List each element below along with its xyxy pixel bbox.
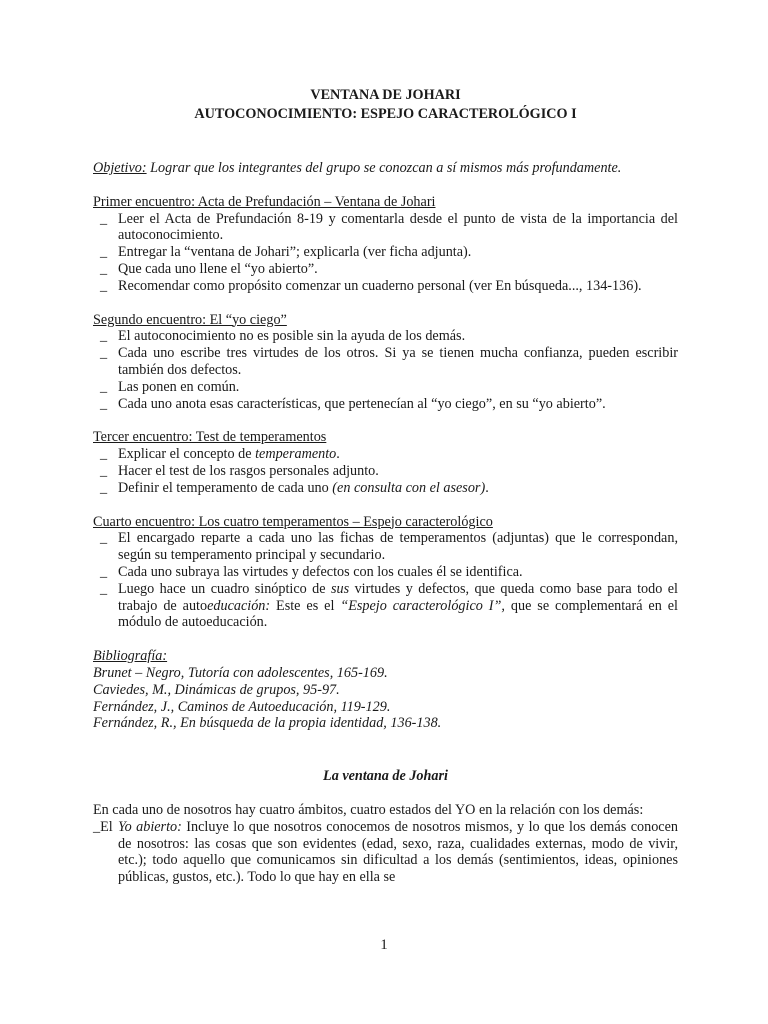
emphasis-text: “Espejo caracterológico I”, — [340, 597, 505, 614]
bibliography-entry: Fernández, R., En búsqueda de la propia identidad, 136-138. — [93, 715, 442, 732]
item-text: . — [336, 446, 340, 463]
encounter-heading: Primer encuentro: Acta de Prefundación – Ventana de Johari — [93, 193, 436, 210]
document-title: VENTANA DE JOHARI — [310, 87, 461, 103]
emphasis-text: sus — [331, 580, 350, 597]
item-text: Cada uno subraya las virtudes y defectos con los cuales él se identifica. — [118, 563, 523, 580]
bullet-marker: _ — [100, 462, 108, 479]
johari-definition — [93, 819, 678, 886]
emphasis-text: temperamento — [255, 446, 337, 463]
document-page — [93, 86, 678, 886]
johari-intro: En cada uno de nosotros hay cuatro ámbitos, cuatro estados del YO en la relación con los demás: — [93, 801, 644, 818]
objective-label: Objetivo: — [93, 160, 147, 176]
item-text: El encargado reparte a cada uno las fichas de temperamentos (adjuntas) que le correspondan, según su temperamento principal y secundario. — [118, 530, 678, 564]
list-item — [93, 480, 678, 497]
item-text: Este es el — [270, 597, 341, 614]
emphasis-text: educación: — [207, 597, 271, 614]
encounter-section — [93, 514, 678, 632]
bullet-marker: _ — [100, 479, 108, 496]
bibliography-entry: Caviedes, M., Dinámicas de grupos, 95-97. — [93, 681, 340, 698]
emphasis-text: (en consulta con el asesor) — [332, 479, 486, 496]
list-item — [93, 581, 678, 631]
list-item — [93, 379, 678, 396]
item-text: Que cada uno llene el “yo abierto”. — [118, 260, 318, 277]
encounter-section — [93, 194, 678, 295]
list-item — [93, 328, 678, 345]
definition-term: Yo abierto: — [118, 818, 182, 835]
bullet-marker: _ — [100, 277, 108, 294]
bullet-marker: _ — [100, 530, 108, 547]
item-text: virtudes y defectos, que queda como base para todo el trabajo de auto — [118, 580, 678, 614]
item-text: Recomendar como propósito comenzar un cuaderno personal (ver En búsqueda..., 134-136). — [118, 277, 642, 294]
bullet-marker: _ — [100, 580, 108, 597]
bullet-marker: _ — [100, 378, 108, 395]
bullet-marker: _ — [100, 260, 108, 277]
definition-text: Incluye lo que nosotros conocemos de nosotros mismos, y lo que los demás conocen de nosotros: las cosas que son evidentes (edad, sexo, raza, cualidades externas, modo de vivir, etc.); todo aquello que comunicamos sin dificultad a los demás (sentimientos, ideas, opiniones públicas, gustos, etc.). Todo lo que hay en ella se — [118, 818, 678, 886]
bullet-marker: _ — [100, 244, 108, 261]
list-item — [93, 564, 678, 581]
item-text: Entregar la “ventana de Johari”; explicarla (ver ficha adjunta). — [118, 244, 472, 261]
list-item — [93, 261, 678, 278]
item-text: Luego hace un cuadro sinóptico de — [118, 580, 331, 597]
encounter-heading: Tercer encuentro: Test de temperamentos — [93, 429, 327, 446]
item-text: Leer el Acta de Prefundación 8-19 y comentarla desde el punto de vista de la importancia del autoconocimiento. — [118, 210, 678, 244]
page-number: 1 — [380, 937, 388, 953]
bibliography-label: Bibliografía: — [93, 648, 168, 665]
item-text: Las ponen en común. — [118, 378, 240, 395]
document-subtitle: AUTOCONOCIMIENTO: ESPEJO CARACTEROLÓGICO I — [194, 106, 577, 122]
item-text: que se complementará en el módulo de autoeducación. — [118, 597, 678, 631]
bibliography-list — [93, 665, 678, 732]
encounter-section — [93, 312, 678, 413]
encounters — [93, 194, 678, 631]
list-item — [93, 244, 678, 261]
item-text: Cada uno anota esas características, que pertenecían al “yo ciego”, en su “yo abierto”. — [118, 395, 606, 412]
bullet-marker: _ — [100, 563, 108, 580]
bibliography-entry: Fernández, J., Caminos de Autoeducación, 119-129. — [93, 698, 391, 715]
item-text: Definir el temperamento de cada uno — [118, 479, 333, 496]
objective-text: Lograr que los integrantes del grupo se conozcan a sí mismos más profundamente. — [146, 160, 622, 176]
item-text: El autoconocimiento no es posible sin la ayuda de los demás. — [118, 328, 466, 345]
item-text: Hacer el test de los rasgos personales adjunto. — [118, 462, 379, 479]
bibliography — [93, 648, 678, 732]
bibliography-entry: Brunet – Negro, Tutoría con adolescentes, 165-169. — [93, 664, 388, 681]
list-item — [93, 530, 678, 564]
encounter-section — [93, 429, 678, 496]
list-item — [93, 211, 678, 245]
item-text: Explicar el concepto de — [118, 446, 256, 463]
encounter-heading: Cuarto encuentro: Los cuatro temperamentos – Espejo caracterológico — [93, 513, 493, 530]
list-item — [93, 396, 678, 413]
bullet-marker: _ — [100, 210, 108, 227]
johari-section-title: La ventana de Johari — [323, 768, 448, 785]
list-item — [93, 278, 678, 295]
definition-lead: _El — [93, 818, 113, 835]
bullet-marker: _ — [100, 328, 108, 345]
list-item — [93, 345, 678, 379]
list-item — [93, 463, 678, 480]
bullet-marker: _ — [100, 446, 108, 463]
encounter-heading: Segundo encuentro: El “yo ciego” — [93, 311, 287, 328]
item-text: . — [485, 479, 489, 496]
item-text: Cada uno escribe tres virtudes de los otros. Si ya se tienen mucha confianza, pueden escribir también dos defectos. — [118, 345, 678, 378]
bullet-marker: _ — [100, 395, 108, 412]
objective — [93, 160, 678, 177]
bullet-marker: _ — [100, 345, 108, 362]
list-item — [93, 446, 678, 463]
